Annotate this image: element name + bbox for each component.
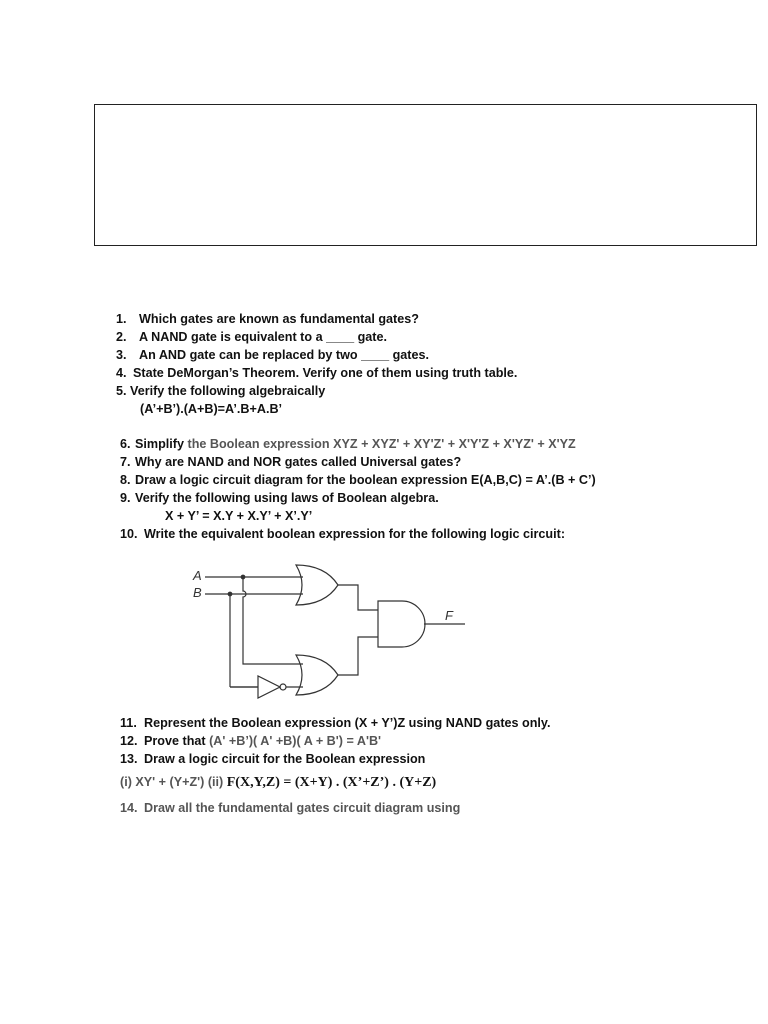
question-1: 1. Which gates are known as fundamental gates? [116, 312, 419, 326]
question-14: 14. Draw all the fundamental gates circuit diagram using [120, 801, 461, 815]
question-2: 2. A NAND gate is equivalent to a ____ gate. [116, 330, 387, 344]
question-11: 11. Represent the Boolean expression (X + Y’)Z using NAND gates only. [120, 716, 551, 730]
header-box [94, 104, 757, 246]
circuit-label-b: B [193, 585, 202, 600]
question-6: 6. Simplify the Boolean expression XYZ + XYZ' + XY'Z' + X'Y'Z + X'YZ' + X'YZ [120, 437, 576, 451]
question-7: 7. Why are NAND and NOR gates called Universal gates? [120, 455, 462, 469]
question-8: 8. Draw a logic circuit diagram for the boolean expression E(A,B,C) = A’.(B + C’) [120, 473, 596, 487]
question-3: 3. An AND gate can be replaced by two ____ gates. [116, 348, 429, 362]
question-5: 5. Verify the following algebraically [116, 384, 326, 398]
circuit-label-a: A [193, 568, 202, 583]
question-4: 4. State DeMorgan’s Theorem. Verify one of them using truth table. [116, 366, 518, 380]
question-13-subparts: (i) XY' + (Y+Z') (ii) F(X,Y,Z) = (X+Y) . (X’+Z’) . (Y+Z) [120, 775, 437, 790]
question-12: 12. Prove that (A' +B’)( A' +B)( A + B') = A'B' [120, 734, 382, 748]
question-13: 13. Draw a logic circuit for the Boolean expression [120, 752, 426, 766]
logic-circuit-diagram [190, 557, 480, 707]
question-9-expression: X + Y’ = X.Y + X.Y’ + X’.Y’ [165, 509, 313, 523]
question-10: 10. Write the equivalent boolean expression for the following logic circuit: [120, 527, 566, 541]
question-5-expression: (A’+B’).(A+B)=A’.B+A.B’ [140, 402, 283, 416]
question-9: 9. Verify the following using laws of Boolean algebra. [120, 491, 439, 505]
circuit-label-f: F [445, 608, 453, 623]
